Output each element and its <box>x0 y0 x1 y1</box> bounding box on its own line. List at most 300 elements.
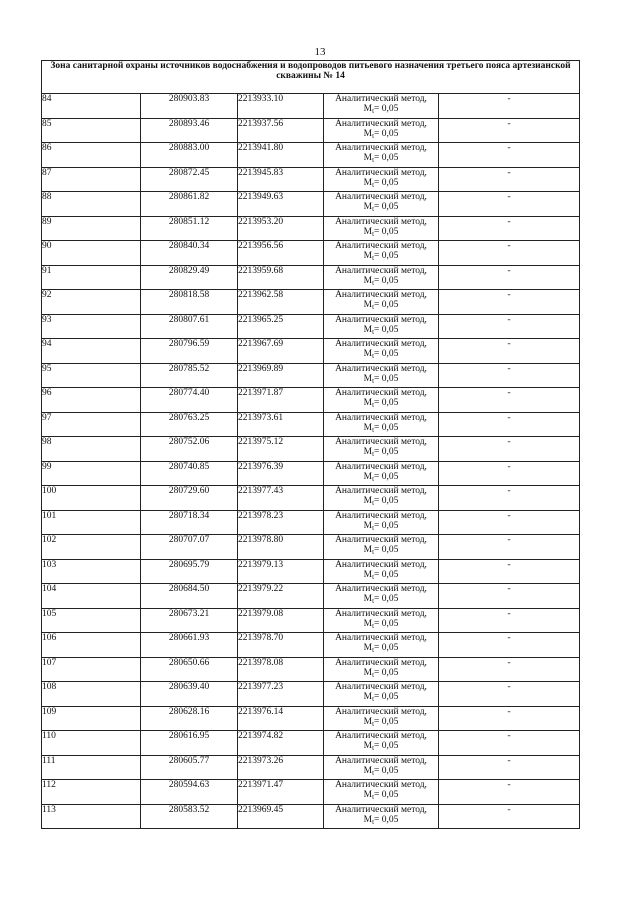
accuracy-subscript: t <box>372 131 375 140</box>
method-cell <box>324 216 439 241</box>
note-cell: - <box>439 216 580 241</box>
method-cell <box>324 608 439 633</box>
method-cell <box>324 118 439 143</box>
x-coordinate: 280774.40 <box>141 388 238 413</box>
method-line-1: Аналитический метод, <box>335 290 427 300</box>
method-line-1: Аналитический метод, <box>335 535 427 545</box>
y-coordinate: 2213976.39 <box>238 461 324 486</box>
point-number: 93 <box>42 314 141 339</box>
x-coordinate: 280695.79 <box>141 559 238 584</box>
accuracy-value: = 0,05 <box>374 373 399 384</box>
table-body <box>42 94 580 829</box>
point-number: 108 <box>42 682 141 707</box>
y-coordinate: 2213978.23 <box>238 510 324 535</box>
note-cell: - <box>439 314 580 339</box>
method-accuracy <box>324 423 438 433</box>
y-coordinate: 2213945.83 <box>238 167 324 192</box>
method-cell <box>324 412 439 437</box>
accuracy-subscript: t <box>372 597 375 605</box>
y-coordinate: 2213978.80 <box>238 535 324 560</box>
method-line-1: Аналитический метод, <box>335 437 427 447</box>
method-cell <box>324 461 439 486</box>
table-row <box>42 559 580 584</box>
accuracy-subscript: t <box>372 817 375 826</box>
x-coordinate: 280594.63 <box>141 780 238 805</box>
accuracy-symbol: M <box>363 349 373 359</box>
point-number: 96 <box>42 388 141 413</box>
table-row <box>42 388 580 413</box>
accuracy-symbol: M <box>363 471 373 482</box>
x-coordinate: 280893.46 <box>141 118 238 143</box>
method-line-1: Аналитический метод, <box>335 216 427 227</box>
accuracy-symbol: M <box>363 128 373 139</box>
accuracy-symbol: M <box>363 447 373 457</box>
method-cell <box>324 682 439 707</box>
x-coordinate: 280763.25 <box>141 412 238 437</box>
point-number: 87 <box>42 167 141 192</box>
y-coordinate: 2213971.87 <box>238 388 324 413</box>
accuracy-subscript: t <box>372 719 375 728</box>
y-coordinate: 2213967.69 <box>238 339 324 364</box>
accuracy-subscript: t <box>372 523 375 532</box>
table-row <box>42 731 580 756</box>
method-cell <box>324 486 439 511</box>
point-number: 107 <box>42 657 141 682</box>
accuracy-value: = 0,05 <box>374 618 399 629</box>
accuracy-value: = 0,05 <box>374 569 399 580</box>
method-line-1: Аналитический метод, <box>335 314 427 325</box>
method-accuracy <box>324 692 438 702</box>
method-cell <box>324 192 439 217</box>
point-number: 101 <box>42 510 141 535</box>
note-cell: - <box>439 363 580 388</box>
accuracy-subscript: t <box>372 670 375 679</box>
accuracy-symbol: M <box>363 741 373 751</box>
method-line-1: Аналитический метод, <box>335 118 427 129</box>
note-cell: - <box>439 584 580 609</box>
point-number: 99 <box>42 461 141 486</box>
method-line-1: Аналитический метод, <box>335 755 427 766</box>
accuracy-value: = 0,05 <box>374 545 399 555</box>
y-coordinate: 2213975.12 <box>238 437 324 462</box>
table-row <box>42 461 580 486</box>
note-cell: - <box>439 339 580 364</box>
note-cell: - <box>439 241 580 266</box>
method-accuracy <box>324 521 438 531</box>
method-accuracy <box>324 178 438 188</box>
point-number: 91 <box>42 265 141 290</box>
note-cell: - <box>439 706 580 731</box>
method-cell <box>324 633 439 658</box>
method-accuracy <box>324 276 438 286</box>
table-row <box>42 143 580 168</box>
accuracy-symbol: M <box>363 496 373 506</box>
y-coordinate: 2213953.20 <box>238 216 324 241</box>
table-row <box>42 265 580 290</box>
accuracy-subscript: t <box>372 229 375 238</box>
note-cell: - <box>439 657 580 682</box>
method-line-1: Аналитический метод, <box>335 167 427 178</box>
note-cell: - <box>439 559 580 584</box>
table-row <box>42 535 580 560</box>
accuracy-subscript: t <box>372 278 375 287</box>
accuracy-value: = 0,05 <box>374 790 399 800</box>
accuracy-subscript: t <box>372 744 375 752</box>
method-accuracy <box>324 668 438 678</box>
table-row <box>42 633 580 658</box>
table-row <box>42 755 580 780</box>
method-accuracy <box>324 251 438 261</box>
table-row <box>42 486 580 511</box>
method-line-1: Аналитический метод, <box>335 608 427 619</box>
method-line-1: Аналитический метод, <box>335 559 427 570</box>
method-cell <box>324 265 439 290</box>
accuracy-subscript: t <box>372 180 375 189</box>
method-accuracy <box>324 129 438 139</box>
y-coordinate: 2213969.89 <box>238 363 324 388</box>
accuracy-value: = 0,05 <box>374 226 399 237</box>
x-coordinate: 280752.06 <box>141 437 238 462</box>
method-cell <box>324 167 439 192</box>
accuracy-subscript: t <box>372 254 375 262</box>
y-coordinate: 2213971.47 <box>238 780 324 805</box>
note-cell: - <box>439 388 580 413</box>
accuracy-value: = 0,05 <box>374 104 399 114</box>
note-cell: - <box>439 633 580 658</box>
accuracy-symbol: M <box>363 251 373 261</box>
y-coordinate: 2213979.22 <box>238 584 324 609</box>
accuracy-subscript: t <box>372 156 375 164</box>
accuracy-value: = 0,05 <box>374 594 399 604</box>
method-accuracy <box>324 374 438 384</box>
x-coordinate: 280707.07 <box>141 535 238 560</box>
x-coordinate: 280583.52 <box>141 804 238 829</box>
point-number: 100 <box>42 486 141 511</box>
accuracy-subscript: t <box>372 376 375 385</box>
accuracy-subscript: t <box>372 107 375 115</box>
note-cell: - <box>439 510 580 535</box>
table-row <box>42 118 580 143</box>
method-cell <box>324 437 439 462</box>
y-coordinate: 2213956.56 <box>238 241 324 266</box>
x-coordinate: 280785.52 <box>141 363 238 388</box>
point-number: 103 <box>42 559 141 584</box>
point-number: 88 <box>42 192 141 217</box>
y-coordinate: 2213959.68 <box>238 265 324 290</box>
method-line-1: Аналитический метод, <box>335 657 427 668</box>
table-row <box>42 584 580 609</box>
method-cell <box>324 94 439 119</box>
accuracy-value: = 0,05 <box>374 496 399 506</box>
point-number: 89 <box>42 216 141 241</box>
x-coordinate: 280740.85 <box>141 461 238 486</box>
y-coordinate: 2213979.13 <box>238 559 324 584</box>
accuracy-symbol: M <box>363 618 373 629</box>
table-row <box>42 780 580 805</box>
method-accuracy <box>324 325 438 335</box>
method-cell <box>324 584 439 609</box>
method-line-1: Аналитический метод, <box>335 388 427 398</box>
accuracy-value: = 0,05 <box>374 716 399 727</box>
x-coordinate: 280616.95 <box>141 731 238 756</box>
x-coordinate: 280628.16 <box>141 706 238 731</box>
method-cell <box>324 290 439 315</box>
method-cell <box>324 780 439 805</box>
accuracy-value: = 0,05 <box>374 275 399 286</box>
point-number: 86 <box>42 143 141 168</box>
method-cell <box>324 755 439 780</box>
table-row <box>42 510 580 535</box>
x-coordinate: 280818.58 <box>141 290 238 315</box>
accuracy-value: = 0,05 <box>374 349 399 359</box>
y-coordinate: 2213941.80 <box>238 143 324 168</box>
method-line-1: Аналитический метод, <box>335 510 427 521</box>
method-cell <box>324 143 439 168</box>
accuracy-symbol: M <box>363 594 373 604</box>
point-number: 104 <box>42 584 141 609</box>
method-accuracy <box>324 104 438 114</box>
accuracy-symbol: M <box>363 324 373 335</box>
accuracy-value: = 0,05 <box>374 153 399 163</box>
note-cell: - <box>439 167 580 192</box>
method-line-1: Аналитический метод, <box>335 265 427 276</box>
accuracy-symbol: M <box>363 692 373 702</box>
table-row <box>42 339 580 364</box>
method-cell <box>324 706 439 731</box>
y-coordinate: 2213977.23 <box>238 682 324 707</box>
method-accuracy <box>324 398 438 408</box>
accuracy-subscript: t <box>372 793 375 801</box>
accuracy-symbol: M <box>363 300 373 310</box>
table-row <box>42 804 580 829</box>
method-line-1: Аналитический метод, <box>335 706 427 717</box>
method-cell <box>324 363 439 388</box>
x-coordinate: 280903.83 <box>141 94 238 119</box>
table-row <box>42 437 580 462</box>
accuracy-symbol: M <box>363 422 373 433</box>
y-coordinate: 2213979.08 <box>238 608 324 633</box>
accuracy-subscript: t <box>372 474 375 483</box>
accuracy-subscript: t <box>372 425 375 434</box>
y-coordinate: 2213973.61 <box>238 412 324 437</box>
method-line-1: Аналитический метод, <box>335 363 427 374</box>
accuracy-value: = 0,05 <box>374 324 399 335</box>
method-cell <box>324 510 439 535</box>
accuracy-subscript: t <box>372 450 375 458</box>
method-line-1: Аналитический метод, <box>335 486 427 496</box>
note-cell: - <box>439 804 580 829</box>
accuracy-value: = 0,05 <box>374 398 399 408</box>
point-number: 97 <box>42 412 141 437</box>
table-row <box>42 216 580 241</box>
y-coordinate: 2213978.08 <box>238 657 324 682</box>
method-accuracy <box>324 545 438 555</box>
accuracy-symbol: M <box>363 790 373 800</box>
method-line-1: Аналитический метод, <box>335 94 427 104</box>
method-accuracy <box>324 717 438 727</box>
x-coordinate: 280650.66 <box>141 657 238 682</box>
table-row <box>42 290 580 315</box>
accuracy-value: = 0,05 <box>374 667 399 678</box>
y-coordinate: 2213977.43 <box>238 486 324 511</box>
method-accuracy <box>324 570 438 580</box>
table-row <box>42 682 580 707</box>
note-cell: - <box>439 94 580 119</box>
method-cell <box>324 388 439 413</box>
point-number: 113 <box>42 804 141 829</box>
accuracy-symbol: M <box>363 104 373 114</box>
method-line-1: Аналитический метод, <box>335 143 427 153</box>
point-number: 85 <box>42 118 141 143</box>
y-coordinate: 2213974.82 <box>238 731 324 756</box>
page-number: 13 <box>314 46 326 58</box>
method-cell <box>324 804 439 829</box>
accuracy-value: = 0,05 <box>374 447 399 457</box>
method-accuracy <box>324 741 438 751</box>
method-accuracy <box>324 153 438 163</box>
accuracy-symbol: M <box>363 177 373 188</box>
point-number: 111 <box>42 755 141 780</box>
title-row <box>42 61 580 94</box>
accuracy-value: = 0,05 <box>374 643 399 653</box>
table-row <box>42 657 580 682</box>
accuracy-value: = 0,05 <box>374 741 399 751</box>
note-cell: - <box>439 682 580 707</box>
y-coordinate: 2213962.58 <box>238 290 324 315</box>
y-coordinate: 2213933.10 <box>238 94 324 119</box>
method-accuracy <box>324 472 438 482</box>
note-cell: - <box>439 461 580 486</box>
accuracy-value: = 0,05 <box>374 251 399 261</box>
method-cell <box>324 339 439 364</box>
accuracy-subscript: t <box>372 621 375 630</box>
method-accuracy <box>324 815 438 825</box>
accuracy-symbol: M <box>363 275 373 286</box>
note-cell: - <box>439 755 580 780</box>
accuracy-symbol: M <box>363 153 373 163</box>
method-accuracy <box>324 594 438 604</box>
method-line-1: Аналитический метод, <box>335 584 427 594</box>
point-number: 102 <box>42 535 141 560</box>
x-coordinate: 280883.00 <box>141 143 238 168</box>
x-coordinate: 280840.34 <box>141 241 238 266</box>
table-row <box>42 314 580 339</box>
method-cell <box>324 657 439 682</box>
accuracy-subscript: t <box>372 695 375 703</box>
method-cell <box>324 731 439 756</box>
accuracy-symbol: M <box>363 814 373 825</box>
accuracy-symbol: M <box>363 716 373 727</box>
accuracy-value: = 0,05 <box>374 692 399 702</box>
accuracy-value: = 0,05 <box>374 814 399 825</box>
method-accuracy <box>324 447 438 457</box>
accuracy-symbol: M <box>363 569 373 580</box>
method-cell <box>324 314 439 339</box>
note-cell: - <box>439 437 580 462</box>
accuracy-symbol: M <box>363 520 373 531</box>
accuracy-subscript: t <box>372 768 375 777</box>
accuracy-symbol: M <box>363 545 373 555</box>
note-cell: - <box>439 118 580 143</box>
accuracy-value: = 0,05 <box>374 471 399 482</box>
accuracy-value: = 0,05 <box>374 422 399 433</box>
x-coordinate: 280729.60 <box>141 486 238 511</box>
y-coordinate: 2213976.14 <box>238 706 324 731</box>
method-cell <box>324 241 439 266</box>
accuracy-subscript: t <box>372 205 375 213</box>
table-row <box>42 94 580 119</box>
point-number: 110 <box>42 731 141 756</box>
x-coordinate: 280861.82 <box>141 192 238 217</box>
point-number: 92 <box>42 290 141 315</box>
note-cell: - <box>439 412 580 437</box>
x-coordinate: 280872.45 <box>141 167 238 192</box>
accuracy-symbol: M <box>363 373 373 384</box>
accuracy-subscript: t <box>372 499 375 507</box>
method-accuracy <box>324 643 438 653</box>
note-cell: - <box>439 780 580 805</box>
note-cell: - <box>439 731 580 756</box>
y-coordinate: 2213949.63 <box>238 192 324 217</box>
accuracy-value: = 0,05 <box>374 177 399 188</box>
method-cell <box>324 535 439 560</box>
y-coordinate: 2213965.25 <box>238 314 324 339</box>
method-accuracy <box>324 766 438 776</box>
point-number: 106 <box>42 633 141 658</box>
table-row <box>42 241 580 266</box>
table-row <box>42 167 580 192</box>
y-coordinate: 2213978.70 <box>238 633 324 658</box>
x-coordinate: 280639.40 <box>141 682 238 707</box>
x-coordinate: 280718.34 <box>141 510 238 535</box>
accuracy-subscript: t <box>372 401 375 409</box>
method-line-1: Аналитический метод, <box>335 633 427 643</box>
x-coordinate: 280807.61 <box>141 314 238 339</box>
method-accuracy <box>324 300 438 310</box>
x-coordinate: 280673.21 <box>141 608 238 633</box>
note-cell: - <box>439 192 580 217</box>
accuracy-subscript: t <box>372 646 375 654</box>
point-number: 94 <box>42 339 141 364</box>
method-line-1: Аналитический метод, <box>335 412 427 423</box>
method-line-1: Аналитический метод, <box>335 461 427 472</box>
table-row <box>42 192 580 217</box>
accuracy-subscript: t <box>372 352 375 360</box>
accuracy-subscript: t <box>372 548 375 556</box>
accuracy-subscript: t <box>372 327 375 336</box>
table-row <box>42 706 580 731</box>
accuracy-value: = 0,05 <box>374 765 399 776</box>
accuracy-symbol: M <box>363 398 373 408</box>
point-number: 109 <box>42 706 141 731</box>
point-number: 95 <box>42 363 141 388</box>
note-cell: - <box>439 486 580 511</box>
method-line-1: Аналитический метод, <box>335 339 427 349</box>
method-accuracy <box>324 496 438 506</box>
table-row <box>42 412 580 437</box>
accuracy-value: = 0,05 <box>374 300 399 310</box>
method-accuracy <box>324 349 438 359</box>
point-number: 105 <box>42 608 141 633</box>
y-coordinate: 2213973.26 <box>238 755 324 780</box>
table-title: Зона санитарной охраны источников водоснабжения и водопроводов питьевого назначения третьего пояса артезианской скважины № 14 <box>42 61 580 94</box>
accuracy-symbol: M <box>363 765 373 776</box>
accuracy-symbol: M <box>363 226 373 237</box>
note-cell: - <box>439 290 580 315</box>
accuracy-symbol: M <box>363 667 373 678</box>
note-cell: - <box>439 535 580 560</box>
point-number: 90 <box>42 241 141 266</box>
